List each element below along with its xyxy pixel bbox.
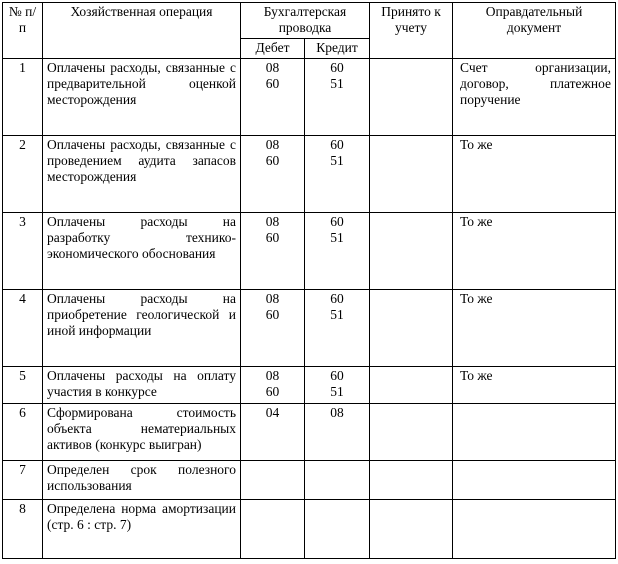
credit-account: 60 [330,137,344,152]
debit-account: 60 [265,153,280,168]
row-credit [305,59,370,136]
row-credit [305,500,370,559]
debit-account: 04 [265,405,280,420]
credit-account: 51 [330,76,344,91]
credit-account: 51 [330,307,344,322]
header-credit: Кредит [305,39,370,59]
credit-account: 51 [330,153,344,168]
header-entry: Бухгалтерская проводка [241,3,370,39]
row-accepted [370,404,453,461]
row-operation: Сформирована стоимость объекта нематериальных активов (конкурс выигран) [43,404,241,461]
debit-account: 60 [265,76,280,91]
row-accepted [370,213,453,290]
credit-account: 51 [330,384,344,399]
row-operation: Оплачены расходы на разработку технико-экономического обоснования [43,213,241,290]
row-accepted [370,367,453,404]
row-operation: Оплачены расходы на приобретение геологической и иной информации [43,290,241,367]
table-row [3,367,616,404]
debit-account: 60 [265,230,280,245]
row-operation: Оплачены расходы, связанные с предварительной оценкой месторождения [43,59,241,136]
header-operation: Хозяйственная операция [43,3,241,59]
row-number: 4 [3,290,43,367]
debit-account: 08 [265,137,280,152]
table-row [3,213,616,290]
credit-account: 08 [330,405,344,420]
table-row [3,500,616,559]
row-number: 1 [3,59,43,136]
row-accepted [370,290,453,367]
row-operation: Оплачены расходы, связанные с проведением аудита запасов месторождения [43,136,241,213]
row-number: 5 [3,367,43,404]
credit-account: 60 [330,214,344,229]
header-document: Оправдательный документ [453,3,616,59]
table-row [3,136,616,213]
operations-table [2,2,616,559]
row-debit [241,213,305,290]
row-number: 8 [3,500,43,559]
debit-account: 08 [265,368,280,383]
row-debit [241,290,305,367]
header-accepted: Принято к учету [370,3,453,59]
row-number: 7 [3,461,43,500]
credit-account: 60 [330,291,344,306]
row-number: 6 [3,404,43,461]
header-num: № п/п [3,3,43,59]
header-row [3,3,616,39]
row-document: То же [453,367,616,404]
row-operation: Определена норма амортизации (стр. 6 : стр. 7) [43,500,241,559]
row-debit [241,136,305,213]
row-document: То же [453,290,616,367]
credit-account: 60 [330,368,344,383]
row-document [453,500,616,559]
row-document: То же [453,136,616,213]
row-debit [241,59,305,136]
row-credit [305,136,370,213]
debit-account: 60 [265,384,280,399]
row-accepted [370,500,453,559]
row-credit [305,213,370,290]
table-row [3,404,616,461]
header-debit: Дебет [241,39,305,59]
credit-account: 51 [330,230,344,245]
row-document: Счет организации, договор, платежное поручение [453,59,616,136]
row-debit [241,500,305,559]
debit-account: 08 [265,291,280,306]
row-number: 3 [3,213,43,290]
row-accepted [370,59,453,136]
row-document [453,461,616,500]
row-credit [305,367,370,404]
row-debit [241,404,305,461]
row-accepted [370,461,453,500]
debit-account: 08 [265,60,280,75]
table-row [3,290,616,367]
row-operation: Определен срок полезного использования [43,461,241,500]
debit-account: 60 [265,307,280,322]
row-debit [241,461,305,500]
debit-account: 08 [265,214,280,229]
row-credit [305,404,370,461]
table-row [3,59,616,136]
row-operation: Оплачены расходы на оплату участия в конкурсе [43,367,241,404]
row-document: То же [453,213,616,290]
row-credit [305,290,370,367]
row-number: 2 [3,136,43,213]
row-credit [305,461,370,500]
row-accepted [370,136,453,213]
row-document [453,404,616,461]
table-row [3,461,616,500]
row-debit [241,367,305,404]
credit-account: 60 [330,60,344,75]
